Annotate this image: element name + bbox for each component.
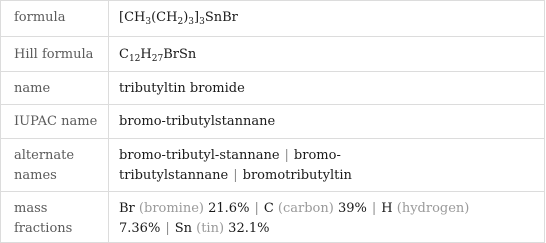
- alternate-names-row: [1, 139, 545, 192]
- separator: |: [233, 168, 238, 183]
- element-percent: 39%: [337, 201, 367, 216]
- mass-fractions-row: [1, 192, 545, 243]
- formula-value: $[CH_3(CH_2)_3]_3SnBr$: [109, 1, 545, 37]
- name-value: tributyltin bromide: [109, 72, 545, 105]
- element-name: (bromine): [138, 201, 204, 216]
- iupac-name-label: IUPAC name: [1, 105, 109, 139]
- alternate-name: bromotributyltin: [242, 168, 352, 183]
- element-name: (carbon): [277, 201, 334, 216]
- name-row: [1, 72, 545, 105]
- iupac-name-value: bromo-tributylstannane: [109, 105, 545, 139]
- formula-row: [1, 1, 545, 37]
- iupac-name-row: [1, 105, 545, 139]
- element-symbol: Sn: [174, 221, 192, 236]
- hill-formula-row: [1, 37, 545, 72]
- element-symbol: H: [381, 201, 393, 216]
- element-percent: 32.1%: [228, 221, 270, 236]
- alternate-name: bromo-tributylstannane: [119, 148, 341, 183]
- mass-fractions-value: [109, 192, 545, 243]
- alternate-names-value: [109, 139, 545, 192]
- hill-formula-value: $C_{12}H_{27}BrSn$: [109, 37, 545, 72]
- formula-label: formula: [1, 1, 109, 37]
- element-name: (tin): [196, 221, 225, 236]
- element-symbol: Br: [119, 201, 135, 216]
- element-percent: 21.6%: [208, 201, 250, 216]
- separator: |: [371, 201, 377, 216]
- alternate-name: bromo-tributyl-stannane: [119, 148, 280, 163]
- mass-fractions-label: mass fractions: [1, 192, 109, 243]
- element-symbol: C: [263, 201, 274, 216]
- separator: |: [254, 201, 259, 216]
- separator: |: [165, 221, 170, 236]
- element-percent: 7.36%: [119, 221, 161, 236]
- name-label: name: [1, 72, 109, 105]
- separator: |: [284, 148, 289, 163]
- hill-formula-label: Hill formula: [1, 37, 109, 72]
- element-name: (hydrogen): [396, 201, 470, 216]
- alternate-names-label: alternate names: [1, 139, 109, 192]
